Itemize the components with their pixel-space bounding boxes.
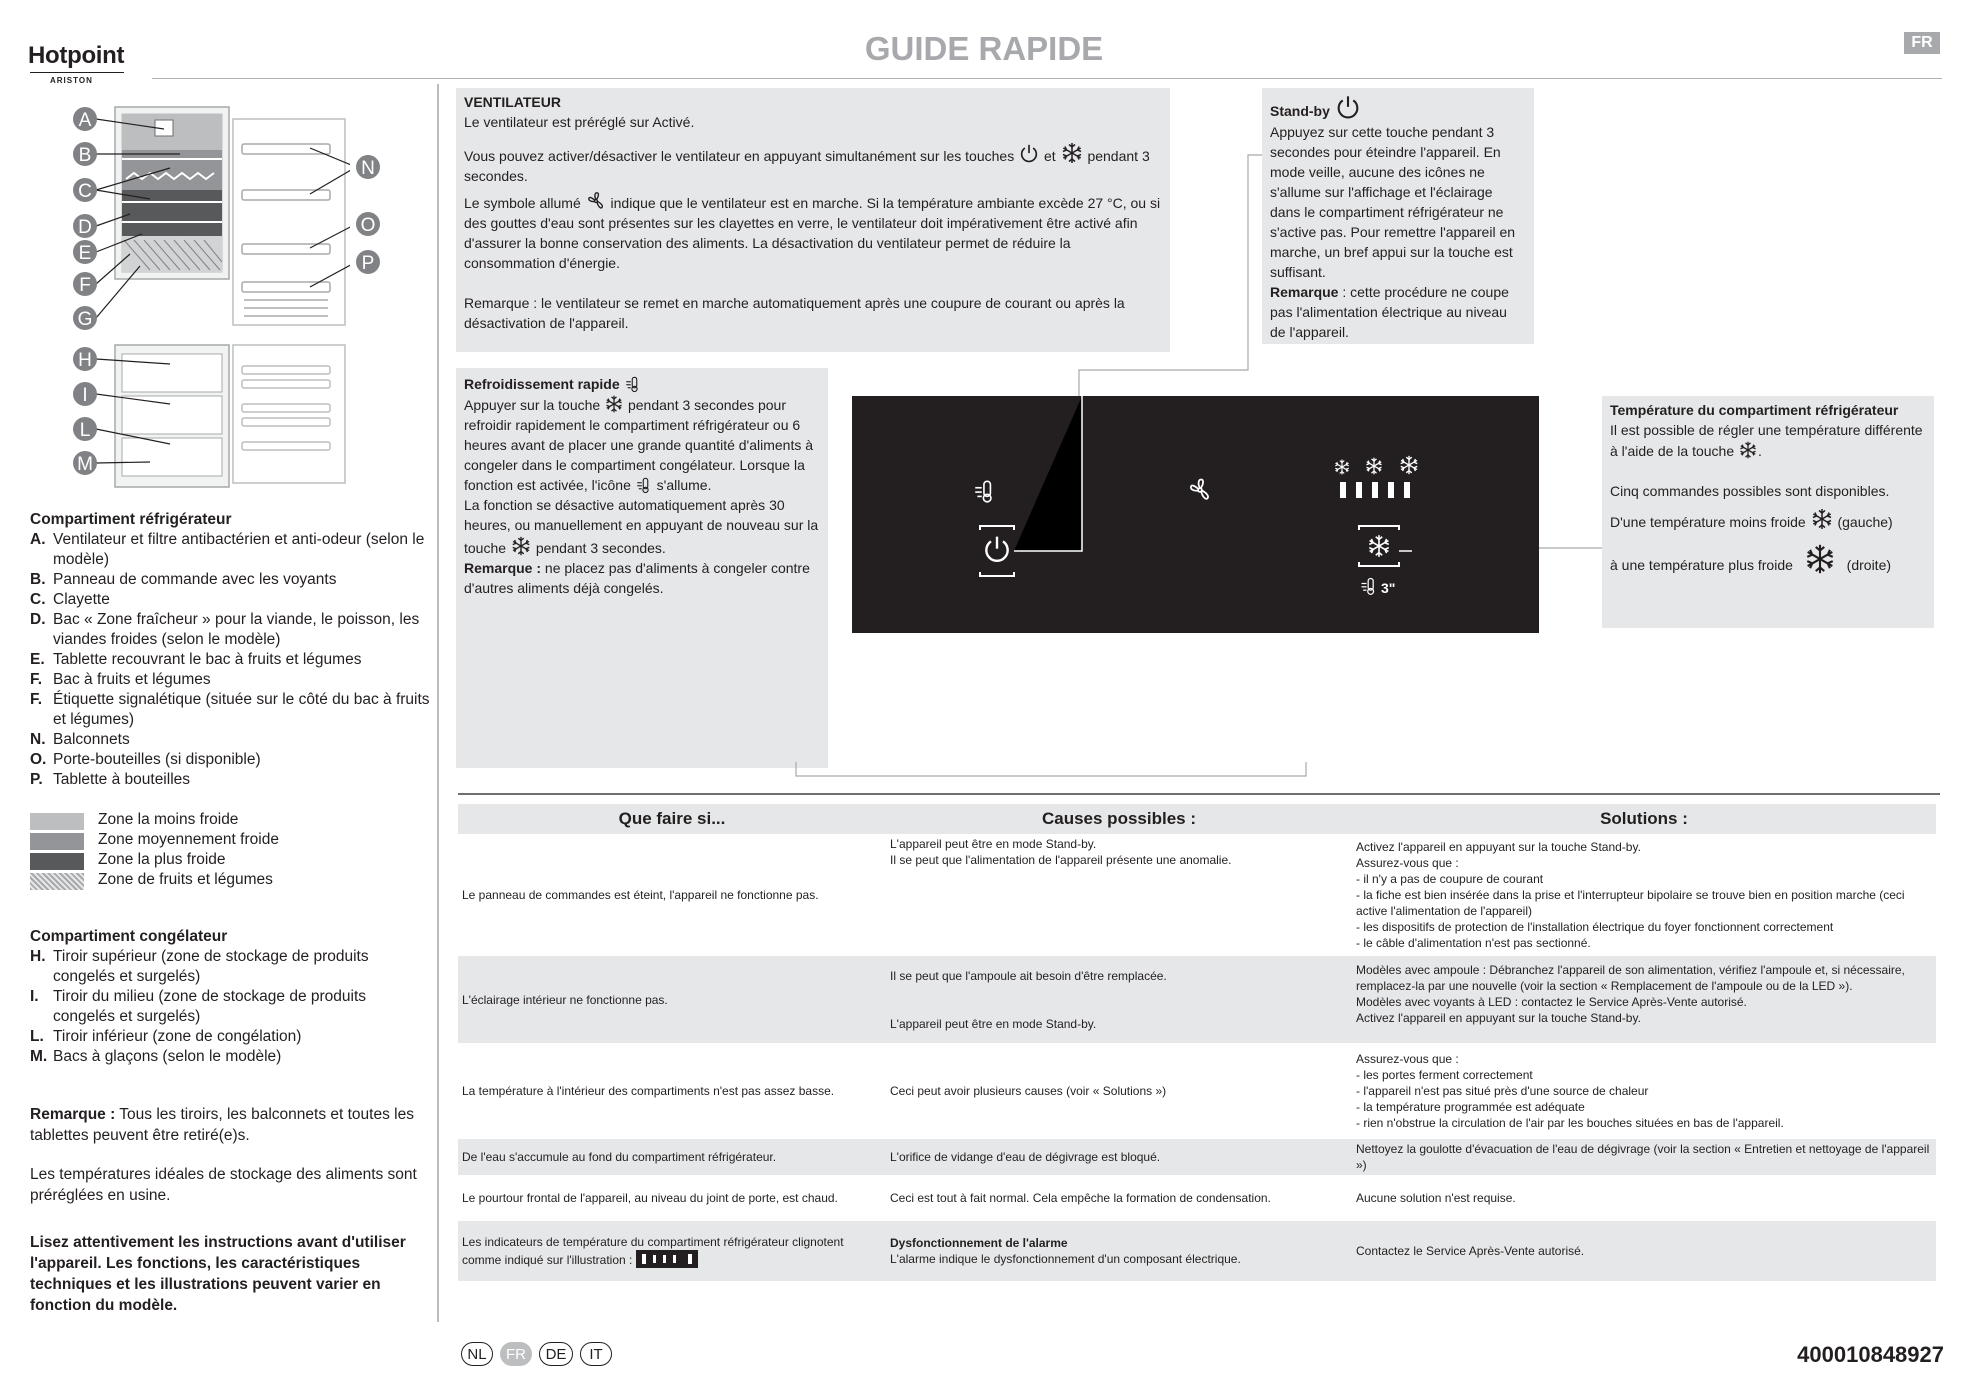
quick-cool-icon	[624, 375, 642, 393]
freezer-heading: Compartiment congélateur	[30, 928, 228, 945]
power-icon	[1018, 143, 1040, 165]
cause-cell: Il se peut que l'ampoule ait besoin d'être remplacée. L'appareil peut être en mode Stand-by.	[886, 956, 1352, 1043]
svg-text:O: O	[360, 215, 376, 236]
standby-button[interactable]	[980, 526, 1014, 576]
standby-remark: Remarque : cette procédure ne coupe pas l'alimentation électrique au niveau de l'appareil.	[1270, 284, 1509, 340]
ventilateur-p1: Le ventilateur est préréglé sur Activé.	[464, 114, 695, 130]
zone-legend	[30, 811, 430, 891]
lang-link-de[interactable]: DE	[539, 1342, 573, 1366]
col-header-solution: Solutions :	[1352, 804, 1936, 834]
table-top-rule	[458, 793, 1940, 795]
snowflake-button[interactable]	[1359, 526, 1399, 566]
temperature-level-bars	[1340, 482, 1410, 498]
label-f	[73, 272, 97, 296]
refroidissement-box	[456, 368, 828, 768]
problem-cell: Les indicateurs de température du compartiment réfrigérateur clignotent comme indiqué sur l'illustration :	[458, 1221, 886, 1281]
label-i	[73, 382, 97, 406]
legend-label: Zone la plus froide	[98, 851, 226, 868]
label-p	[356, 250, 380, 274]
svg-text:G: G	[77, 309, 93, 330]
legend-swatch	[30, 873, 84, 890]
svg-text:B: B	[78, 145, 92, 166]
problem-cell: La température à l'intérieur des compartiments n'est pas assez basse.	[462, 1084, 835, 1098]
cause-title: Dysfonctionnement de l'alarme	[890, 1236, 1068, 1250]
list-item: F. Bac à fruits et légumes	[30, 671, 211, 688]
quick-cool-indicator	[975, 481, 991, 502]
brand-subtitle: ARISTON	[50, 76, 93, 85]
snowflake-icon	[510, 535, 532, 557]
diagram-right-labels	[344, 152, 386, 288]
fan-icon	[585, 190, 607, 212]
svg-text:P: P	[361, 253, 375, 274]
legend-swatch	[30, 853, 84, 870]
refroidissement-p2: La fonction se désactive automatiquement après 30 heures, ou manuellement en appuyant de nouveau sur la touche pendant 3 secondes.	[464, 497, 819, 556]
solution-cell: Assurez-vous que : - les portes ferment correctement - l'appareil n'est pas situé près d'une source de chaleur - la température programmée est adéquate - rien n'obstrue la circulation de l'air par les bouches situées en bas de l'appareil.	[1356, 1052, 1784, 1130]
label-m	[73, 451, 97, 475]
standby-box	[1262, 88, 1534, 344]
temperature-title: Température du compartiment réfrigérateur	[1610, 402, 1899, 418]
problem-cell: L'éclairage intérieur ne fonctionne pas.	[458, 956, 886, 1043]
list-item: P. Tablette à bouteilles	[30, 771, 191, 788]
table-row	[458, 956, 1936, 1043]
snowflake-icon	[1803, 542, 1837, 576]
label-d	[73, 214, 97, 238]
label-o	[356, 212, 380, 236]
svg-text:3": 3"	[1381, 580, 1396, 596]
label-l	[73, 417, 97, 441]
lang-link-fr[interactable]: FR	[500, 1342, 532, 1366]
table-row	[458, 1175, 1936, 1221]
list-item: I. Tiroir du milieu (zone de stockage de produits congelés et surgelés)	[30, 988, 367, 1025]
svg-text:D: D	[78, 217, 92, 238]
temperature-p1: Il est possible de régler une température différente à l'aide de la touche .	[1610, 422, 1923, 459]
cause-cell: Ceci est tout à fait normal. Cela empêche la formation de condensation.	[890, 1191, 1271, 1205]
snowflake-icon	[1060, 141, 1084, 165]
svg-text:N: N	[361, 158, 375, 179]
standby-text: Appuyez sur cette touche pendant 3 secondes pour éteindre l'appareil. En mode veille, aucune des icônes ne s'allume sur l'affichage et l'éclairage dans le compartiment réfrigérateur ne s'active pas. Pour remettre l'appareil en marche, un bref appui sur la touche est suffisant.	[1270, 124, 1516, 280]
fridge-compartment-section	[30, 510, 430, 790]
freezer-compartment-section	[30, 927, 430, 1067]
list-item: D. Bac « Zone fraîcheur » pour la viande, le poisson, les viandes froides (selon le modèle)	[30, 611, 420, 648]
temps-note: Les températures idéales de stockage des aliments sont préréglées en usine.	[30, 1166, 417, 1204]
legend-swatch	[30, 813, 84, 830]
solution-cell: Aucune solution n'est requise.	[1356, 1191, 1516, 1205]
table-row	[458, 1221, 1936, 1281]
lang-link-it[interactable]: IT	[580, 1342, 612, 1366]
svg-text:L: L	[79, 420, 91, 441]
solution-cell: Modèles avec ampoule : Débranchez l'appareil de son alimentation, vérifiez l'ampoule et, si nécessaire, remplacez-la par une nouvelle (voir la section « Remplacement de l'ampoule ou de la LED »). Modèles avec voyants à LED : contactez le Service Après-Vente autorisé. Activez l'appareil en appuyant sur la touche Stand-by.	[1352, 956, 1936, 1043]
temperature-p3: D'une température moins froide (gauche)	[1610, 507, 1926, 532]
ventilateur-p4: Remarque : le ventilateur se remet en marche automatiquement après une coupure de courant ou après la désactivation de l'appareil.	[464, 295, 1125, 331]
fridge-heading: Compartiment réfrigérateur	[30, 511, 232, 528]
quick-cool-icon	[635, 476, 653, 494]
temperature-p4: à une température plus froide (droite)	[1610, 542, 1926, 576]
brand-logo: Hotpoint	[28, 42, 125, 69]
list-item: F. Étiquette signalétique (située sur le côté du bac à fruits et légumes)	[30, 691, 430, 728]
ventilateur-p2: Vous pouvez activer/désactiver le ventilateur en appuyant simultanément sur les touches et pendant 3 secondes.	[464, 141, 1162, 186]
quick-cool-hint	[1362, 579, 1396, 597]
cause-cell: Ceci peut avoir plusieurs causes (voir « Solutions »)	[890, 1084, 1167, 1098]
svg-text:H: H	[78, 350, 92, 371]
legend-label: Zone moyennement froide	[98, 831, 279, 848]
temperature-snowflakes	[1335, 456, 1417, 475]
label-c	[73, 178, 97, 202]
header-rule	[152, 78, 1942, 79]
snowflake-icon	[1810, 507, 1834, 531]
ventilateur-box	[456, 88, 1170, 352]
col-header-cause: Causes possibles :	[886, 804, 1352, 834]
document-code: 400010848927	[1797, 1342, 1944, 1367]
refroidissement-title: Refroidissement rapide	[464, 376, 620, 392]
label-n	[356, 155, 380, 179]
ventilateur-p3: Le symbole allumé indique que le ventilateur est en marche. Si la température ambiante excède 27 °C, ou si des gouttes d'eau sont présentes sur les clayettes en verre, le ventilateur doit impérativement être activé afin d'assurer la bonne conservation des aliments. La désactivation du ventilateur permet de réduire la consommation d'énergie.	[464, 190, 1162, 273]
list-item: M. Bacs à glaçons (selon le modèle)	[30, 1048, 282, 1065]
cause-cell: Dysfonctionnement de l'alarme L'alarme indique le dysfonctionnement d'un composant électrique.	[886, 1221, 1352, 1281]
svg-text:I: I	[82, 385, 88, 406]
table-row	[458, 1139, 1936, 1175]
legend-label: Zone de fruits et légumes	[98, 871, 273, 888]
table-row	[458, 834, 1936, 956]
list-item: N. Balconnets	[30, 731, 130, 748]
svg-text:M: M	[77, 454, 93, 475]
temperature-p2: Cinq commandes possibles sont disponibles.	[1610, 483, 1890, 499]
label-e	[73, 240, 97, 264]
cause-cell: L'orifice de vidange d'eau de dégivrage est bloqué.	[886, 1139, 1352, 1175]
troubleshooting-table	[458, 804, 1936, 1281]
problem-cell: Le panneau de commandes est éteint, l'appareil ne fonctionne pas.	[462, 888, 819, 902]
standby-title: Stand-by	[1270, 103, 1330, 119]
solution-cell: Contactez le Service Après-Vente autorisé.	[1352, 1221, 1936, 1281]
problem-cell: Le pourtour frontal de l'appareil, au niveau du joint de porte, est chaud.	[462, 1191, 838, 1205]
list-item: H. Tiroir supérieur (zone de stockage de produits congelés et surgelés)	[30, 948, 369, 985]
temperature-box	[1602, 396, 1934, 628]
list-item: A. Ventilateur et filtre antibactérien et anti-odeur (selon le modèle)	[30, 531, 425, 568]
snowflake-icon	[604, 394, 624, 414]
language-badge: FR	[1904, 32, 1940, 54]
solution-cell: Activez l'appareil en appuyant sur la touche Stand-by. Assurez-vous que : - il n'y a pas de coupure de courant - la fiche est bien insérée dans la prise et l'interrupteur bipolaire se trouve bien en position marche (ceci active l'alimentation de l'appareil) - les dispositifs de protection de l'installation électrique du foyer fonctionnent correctement - le câble d'alimentation n'est pas sectionné.	[1356, 840, 1905, 950]
svg-text:E: E	[78, 243, 92, 264]
label-g	[73, 306, 97, 330]
ventilateur-title: VENTILATEUR	[464, 94, 561, 110]
lang-link-nl[interactable]: NL	[461, 1342, 493, 1366]
column-divider	[437, 84, 439, 1322]
svg-text:A: A	[78, 110, 92, 131]
remark-note: Remarque : Tous les tiroirs, les balconnets et toutes les tablettes peuvent être retiré(e)s.	[30, 1106, 414, 1144]
label-b	[73, 142, 97, 166]
cause-cell: L'appareil peut être en mode Stand-by. Il se peut que l'alimentation de l'appareil présente une anomalie.	[890, 837, 1232, 867]
label-a	[73, 107, 97, 131]
snowflake-icon	[1738, 440, 1758, 460]
list-item: L. Tiroir inférieur (zone de congélation)	[30, 1028, 302, 1045]
legend-swatch	[30, 833, 84, 850]
fridge-diagram	[30, 104, 350, 488]
refroidissement-remark: Remarque : ne placez pas d'aliments à congeler contre d'autres aliments déjà congelés.	[464, 560, 810, 596]
list-item: O. Porte-bouteilles (si disponible)	[30, 751, 261, 768]
solution-cell: Nettoyez la goulotte d'évacuation de l'eau de dégivrage (voir la section « Entretien et nettoyage de l'appareil »)	[1352, 1139, 1936, 1175]
svg-text:F: F	[79, 275, 91, 296]
svg-text:C: C	[78, 181, 92, 202]
blinking-indicator-icon	[636, 1250, 698, 1268]
logo-divider	[30, 72, 124, 73]
refroidissement-p1: Appuyer sur la touche pendant 3 secondes pour refroidir rapidement le compartiment réfrigérateur ou 6 heures avant de placer une grande quantité d'aliments à congeler dans le compartiment congélateur. Lorsque la fonction est activée, l'icône s'allume.	[464, 394, 820, 495]
control-panel	[852, 396, 1539, 633]
table-row	[458, 1043, 1936, 1139]
list-item: C. Clayette	[30, 591, 110, 608]
warning-note: Lisez attentivement les instructions avant d'utiliser l'appareil. Les fonctions, les caractéristiques techniques et les illustrations peuvent varier en fonction du modèle.	[30, 1234, 406, 1314]
page-title: GUIDE RAPIDE	[864, 30, 1104, 67]
list-item: B. Panneau de commande avec les voyants	[30, 571, 337, 588]
list-item: E. Tablette recouvrant le bac à fruits et légumes	[30, 651, 362, 668]
problem-cell: De l'eau s'accumule au fond du compartiment réfrigérateur.	[458, 1139, 886, 1175]
power-icon	[1334, 94, 1362, 122]
col-header-problem: Que faire si...	[458, 804, 886, 834]
label-h	[73, 347, 97, 371]
fan-indicator	[1191, 480, 1208, 499]
legend-label: Zone la moins froide	[98, 811, 239, 828]
